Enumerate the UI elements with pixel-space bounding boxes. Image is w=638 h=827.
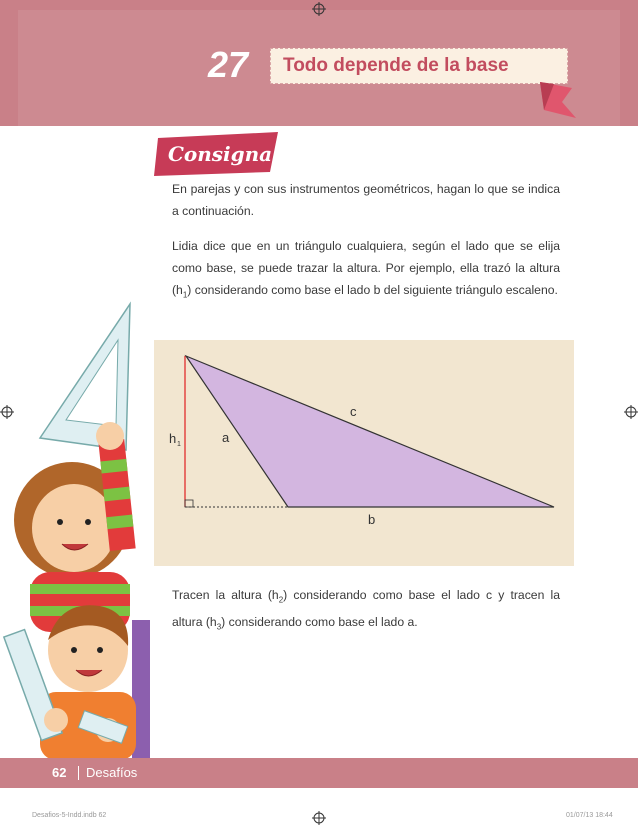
task-text-part1: Tracen la altura (h (172, 588, 279, 602)
task-subscript-3: 3 (216, 622, 222, 632)
page-title: Todo depende de la base (283, 55, 509, 76)
task-text-part3: ) considerando como base el lado a. (221, 615, 418, 630)
triangle-figure (154, 340, 574, 566)
label-b: b (368, 512, 376, 527)
registration-mark-icon (312, 811, 326, 825)
label-a: a (222, 430, 230, 445)
page-number: 62 (52, 765, 67, 780)
lesson-number: 27 (207, 44, 249, 85)
task-subscript-2: 2 (278, 595, 284, 605)
task-paragraph (172, 584, 560, 639)
instructions-paragraph: En parejas y con sus instrumentos geométricos, hagan lo que se indica a continuación. (172, 182, 560, 218)
print-date-mark: 01/07/13 18:44 (566, 812, 613, 819)
lidia-text-part1: Lidia dice que en un triángulo cualquiera, según el lado que se elija como base, se puede trazar la altura. Por ejemplo, ella trazó la altura (h (172, 239, 560, 297)
print-file-mark: Desafios-5-Indd.indb 62 (32, 812, 107, 819)
task-text-part2: ) considerando como base el lado c y tracen la altura (h (172, 588, 560, 630)
registration-mark-icon (312, 2, 326, 16)
title-box (270, 48, 568, 84)
lidia-text-part2: ) considerando como base el lado b del siguiente triángulo escaleno. (187, 283, 558, 297)
section-label: Consigna (168, 142, 273, 166)
children-illustration (0, 300, 170, 760)
girl-face (32, 484, 116, 572)
registration-mark-icon (624, 405, 638, 419)
label-h1-subscript: 1 (177, 441, 181, 448)
book-title: Desafíos (86, 765, 138, 780)
ribbon-fold-decoration (540, 80, 576, 120)
lidia-paragraph (172, 235, 560, 306)
label-h1: h (169, 431, 177, 446)
lidia-subscript: 1 (182, 290, 188, 300)
label-c: c (350, 404, 357, 419)
footer-separator (78, 766, 79, 780)
